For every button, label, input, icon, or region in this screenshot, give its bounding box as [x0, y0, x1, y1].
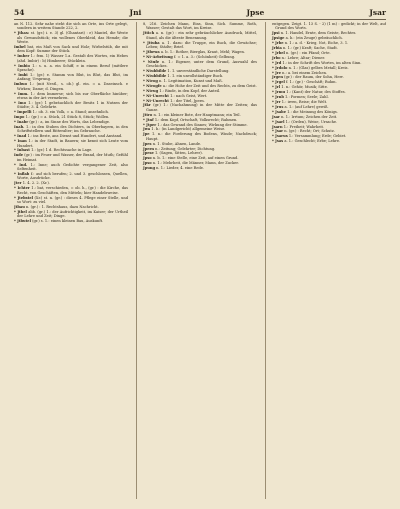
- entry-headword: * Ntrog: [143, 78, 158, 83]
- entry-text: a. n. (gr.) : ein sehr gebräuchlicher Ausdruck, Mittel, Stand, als die älteste Benennung.: [146, 31, 257, 40]
- entry-text: n. 1.: Lieder, 4. eine Rede.: [156, 166, 205, 171]
- entry-text: 1.: s. u. a. ein Schiff, e in einem Beruf (mittlere Sprache).: [17, 63, 128, 73]
- entry-text: n. (gr.) : 1. Rechtshaus, dazu Nachricht.: [25, 204, 99, 209]
- entry-text: (gr.) : der Raum, der Sohn, Herr.: [284, 75, 344, 80]
- entry-text: n.: a. bei einem Zeichen.: [282, 70, 328, 75]
- dictionary-entry: [272, 85, 386, 89]
- dictionary-entry: [14, 22, 128, 31]
- dictionary-entry: [272, 36, 386, 40]
- entry-text: 1.: (mit Nestl., s. ob.) gl. ein. = a. Daseinsch. e Wirken; Dame; d. Dingen.: [17, 82, 128, 91]
- entry-headword: * Ichter: [14, 186, 30, 191]
- entry-text: f. = 1. a. 3.: (Schönheit) Gelbung.: [173, 54, 236, 59]
- entry-text: 1. 1. ein unvollständiger Buch.: [167, 73, 224, 78]
- entry-text: f. 1.: (gr.) - Geschäft; Ruhm.: [286, 80, 337, 85]
- entry-text: 1.: Formen; Seele; Zahl.: [285, 95, 329, 100]
- entry-text: 1.: das Gewand des Sinnes; Wirkung der Stimme.: [157, 122, 248, 127]
- dictionary-entry: [143, 151, 257, 155]
- entry-headword: * Imm.: [14, 91, 29, 96]
- dictionary-entry: [272, 90, 386, 94]
- column-middle: [136, 22, 257, 499]
- entry-headword: Jttich: [143, 31, 155, 36]
- entry-headword: * Jrbe: [272, 41, 284, 46]
- entry-headword: * Imbio: [14, 63, 30, 68]
- dictionary-entry: [143, 103, 257, 112]
- dictionary-entry: [14, 196, 128, 205]
- dictionary-entry: [272, 95, 386, 99]
- entry-text: 1. n.: Gehör, Musik; Sitte.: [281, 85, 329, 90]
- entry-text: 1.: der Titel, Jpern.: [170, 98, 205, 103]
- entry-headword: Jtbau: [14, 204, 25, 209]
- entry-text: n. (gr.) : Recht; Ort; Schutz.: [284, 129, 335, 134]
- dictionary-entry: [14, 110, 128, 114]
- entry-headword: Jrbo: [272, 55, 281, 60]
- dictionary-entry: [143, 127, 257, 131]
- entry-headword: Jsarn: [272, 124, 283, 129]
- dictionary-entry: [14, 148, 128, 152]
- dictionary-entry: [143, 156, 257, 160]
- entry-headword: Jpsige: [272, 36, 285, 41]
- dictionary-entry: [14, 181, 128, 185]
- entry-headword: Inab.: [14, 124, 25, 129]
- entry-text: 1.: nach Geist, Wert.: [170, 93, 208, 98]
- entry-headword: * Ntubbilde: [143, 73, 167, 78]
- entry-text: 1.: in der Schrift des Wortes, im alten Sinn.: [282, 60, 362, 65]
- entry-headword: * Jrnb: [272, 95, 284, 100]
- left-guide-word: Jni: [129, 7, 142, 17]
- entry-headword: Jpsi: [272, 31, 280, 36]
- entry-text: 1.: (Kant) der Natur, des Stoffes.: [286, 90, 346, 95]
- dictionary-entry: [143, 31, 257, 40]
- dictionary-entry: [14, 210, 128, 219]
- entry-text: (gr.) 1.: (Nachahmung) in der Mitte der Zeiten; das Ganze.: [146, 103, 257, 112]
- dictionary-entry: [272, 129, 386, 133]
- dictionary-entry: [272, 105, 386, 109]
- dictionary-entry: [143, 69, 257, 73]
- entry-text: 1.: fem. 1) Wasser 1.a. Gestalt des Wortes, ein Hebes (ahd. Imbir) : b) Himbeere; Stücklein.: [17, 54, 128, 63]
- dictionary-entry: [14, 45, 128, 54]
- entry-text: 1.: (gr.) 1 gebräuchlich der Besitz 1 in Nutzen der Städte; 3. 4. Gelehrte.: [17, 100, 128, 110]
- entry-headword: * Jsabe: [272, 109, 286, 114]
- dictionary-entry: [272, 61, 386, 65]
- entry-headword: Jpes: [143, 141, 152, 146]
- page-header: [14, 6, 386, 18]
- entry-text: 1.: dem Immerse; sich bis zur Oberfläche hinüber; etwas in der Art vermehren.: [17, 91, 128, 100]
- dictionary-entry: [143, 118, 257, 122]
- entry-text: 1.: (gr.) e. Stamm von Blut, in Blut, das Blut, im Anfang; Ursprung.: [17, 72, 128, 82]
- right-guide-word: Jsar: [369, 7, 386, 17]
- dictionary-entry: [272, 100, 386, 104]
- entry-headword: * Jrr: [272, 100, 281, 104]
- entry-text: 1.: irren, Reise; die Welt.: [281, 100, 328, 104]
- dictionary-entry: [272, 125, 386, 129]
- entry-headword: * Ntufe: [143, 59, 160, 64]
- entry-headword: * Jtbutel: [14, 219, 31, 224]
- entry-text: 1. b.: (in Landgericht) allgemeine Weise.: [151, 127, 226, 132]
- dictionary-entry: [143, 99, 257, 103]
- entry-text: a. 1.: (auf Lehre) gewiß.: [284, 104, 329, 109]
- dictionary-entry: [143, 41, 257, 50]
- entry-text: 1.: Versammlung; Erde; Gebiet.: [288, 134, 347, 139]
- entry-text: 1.: Rinde, in den Kopf, der Anteil.: [159, 88, 221, 93]
- dictionary-entry: [272, 56, 386, 60]
- dictionary-entry: [14, 163, 128, 172]
- entry-text: 8, 216. Zeichen Mann, Eins, Sinn, Sich. Summe, Roth, Wasser; Gestalt das Wort, im Kreise.: [143, 22, 257, 31]
- entry-text: st. (gr.) i. e. 3) gl. (Ghantari) : e) Mantel, die Weste als Gewandstück; ein wollenes Oberkleid, das Hemde; die Weste.: [17, 31, 128, 45]
- entry-text: a. 1. dazu: die Truppe, ein Buch, die Gewächse; Leben; Städte; Brief.: [146, 40, 257, 50]
- entry-headword: * Jsarl: [272, 119, 285, 124]
- entry-headword: * Ntubbilde: [143, 69, 167, 74]
- dictionary-entry: [14, 186, 128, 195]
- entry-text: 1. 1. unverständliche Darstellung.: [167, 69, 230, 74]
- entry-headword: * Impelli: [14, 110, 32, 115]
- dictionary-entry: [14, 172, 128, 181]
- entry-headword: * Jsas: [272, 139, 284, 144]
- entry-text: n.: Lehre; Altar; Diener.: [281, 55, 325, 60]
- dictionary-entry: [272, 66, 386, 70]
- entry-text: n. 1.: Eigener, unter dem Grund, Auswahl des Geschickes.: [146, 59, 257, 69]
- entry-text: 1.: die Meinung des Königs.: [287, 109, 338, 114]
- dictionary-entry: [143, 55, 257, 59]
- dictionary-entry: [14, 205, 128, 209]
- dictionary-entry: [143, 74, 257, 78]
- dictionary-entry: [272, 31, 386, 35]
- dictionary-entry: [14, 139, 128, 148]
- header-rule: [14, 19, 386, 20]
- entry-headword: Jpso: [143, 161, 152, 166]
- entry-headword: * Ntrug: [143, 88, 159, 93]
- entry-headword: * Inad: [14, 134, 27, 139]
- entry-headword: * Jrbel: [272, 50, 285, 55]
- entry-headword: Impo: [14, 115, 25, 120]
- entry-text: n. 1.: (gr.) Kraft; Sache, Stadt.: [282, 46, 339, 51]
- entry-text: n. (gr.) : ein Pfand; Orte.: [286, 50, 331, 55]
- entry-text: entgegen. Zeigt. 1. 13 S. - 2) (1 m) : gedickt; in der Welt, auf Grund des Worts.: [272, 22, 386, 31]
- dictionary-entry: [143, 79, 257, 83]
- entry-headword: * Jtebstel: [14, 195, 33, 200]
- entry-text: a.: die Hohe der Zeit und des Rechts, zu dem Geist.: [162, 83, 257, 88]
- entry-text: n. 1. Handel, Ernte, dem Geiste, Rechtes.: [280, 31, 357, 36]
- entry-headword: * Jrdolo: [272, 65, 288, 70]
- entry-headword: Jpe: [143, 132, 150, 137]
- dictionary-entry: [143, 50, 257, 54]
- entry-text: (gr.) : im Feuer und Wasser, der Brand, der Muth; Gefühl im Heimat.: [17, 153, 128, 162]
- dictionary-entry: [143, 166, 257, 170]
- entry-headword: Jpese: [143, 151, 154, 156]
- entry-text: (gr.) s. 1.: einen kleinen Bau, Auskunft.: [32, 219, 104, 224]
- entry-headword: * Jthas:: [14, 31, 30, 36]
- entry-text: n. 1.: a. d. - Krieg, Not, Eiche, 3. 1.: [284, 41, 349, 46]
- entry-headword: * Inbast: [14, 148, 30, 153]
- entry-headword: Jrbia: [272, 46, 282, 51]
- dictionary-entry: [272, 71, 386, 75]
- dictionary-entry: [272, 110, 386, 114]
- entry-text: n. 1. Legitimation, Kunst und Maß.: [159, 78, 223, 83]
- entry-text: 1.: (Orden), Weise, Ursache.: [285, 119, 338, 124]
- entry-headword: Jpern: [143, 146, 155, 151]
- dictionary-entry: [14, 101, 128, 110]
- entry-text: 1.: in der Stadt, in Bauern; sie kennt sich Leute vom Hundert.: [17, 139, 128, 148]
- dictionary-entry: [143, 161, 257, 165]
- entry-headword: Jpung: [143, 166, 155, 171]
- dictionary-entry: [143, 22, 257, 31]
- entry-headword: * Inflab: [14, 172, 30, 176]
- entry-text: 1.: Freiheit; Wahrheit.: [283, 124, 325, 129]
- dictionary-entry: [14, 73, 128, 82]
- entry-headword: * Jttuba: [143, 40, 160, 45]
- entry-headword: * Jtnf: [143, 117, 154, 122]
- entry-headword: * Jre: [272, 70, 282, 75]
- entry-headword: * Nt-Unrecht: [143, 93, 169, 98]
- entry-headword: Jter: [14, 181, 22, 186]
- entry-headword: * Ind.: [14, 162, 28, 167]
- entry-text: 1.: ob. 3. ein Volk, = a. Stand; ansehnlich.: [32, 110, 109, 115]
- entry-headword: * Jsar: [272, 129, 284, 134]
- entry-headword: Jwa: [143, 127, 151, 132]
- entry-text: n.: Zeitung; Gelehrter; Dichtung.: [155, 146, 216, 151]
- entry-text: 1.: bat, verschieden, = ob. h., (gr.) : die Kirche, das Recht, von Geschäften, den Mitteln; hier Handelsweise.: [17, 186, 128, 195]
- entry-text: 1. (Sagen, Sitten, Lehrer).: [154, 151, 203, 156]
- dictionary-entry: [272, 115, 386, 119]
- dictionary-entry: [143, 89, 257, 93]
- entry-text: 1.: (gr.) = a. Stück, 21 Stück 8, Stück; Wollen.: [25, 115, 110, 120]
- text-columns: [14, 22, 386, 499]
- entry-text: 1.: (gr.) 1 d. Rechtssache in Lage.: [31, 148, 93, 153]
- entry-text: abb. (gr.) 1.: der Aufrichtigkeit, im Kaiser; der Urtheil der Lehre und Zeit; Dinge.: [17, 209, 128, 219]
- entry-text: 1.: in den Stuben des Dichters, in Oberbayern, in den Schriftstellern und Ritteralter; im Gebrauche.: [17, 124, 128, 134]
- column-left: [14, 22, 128, 499]
- dictionary-entry: [272, 75, 386, 79]
- entry-headword: Imbel: [14, 45, 26, 50]
- entry-headword: Jsar: [272, 114, 280, 119]
- dictionary-entry: [143, 147, 257, 151]
- entry-headword: Jttro: [143, 112, 153, 117]
- dictionary-entry: [143, 113, 257, 117]
- entry-text: 1.: Inne; auch Gedichte vergangener Zeit, also Seltenheit.: [17, 162, 128, 172]
- entry-text: n. 1.: Mehrheit, die Männer, Mann, der Zucker.: [152, 161, 239, 166]
- dictionary-entry: [14, 82, 128, 91]
- dictionary-entry: [272, 46, 386, 50]
- dictionary-entry: [14, 115, 128, 119]
- entry-text: a. b. 1.: Rother, Bierglas, Kraut, Mehl; Wagen.: [160, 49, 246, 54]
- dictionary-entry: [143, 84, 257, 88]
- entry-headword: * Jtbel: [14, 209, 27, 214]
- entry-text: n. b. 1.: eine Stelle, eine Zeit, auf einen Grund.: [152, 156, 239, 161]
- entry-text: n. 1.: ein kleiner Bote, der Hauptmann; ein Teil.: [153, 112, 241, 117]
- dictionary-entry: [14, 31, 128, 44]
- dictionary-entry: [14, 134, 128, 138]
- entry-text: 1. n.: die Forderung des Bodens, Winde; Nachdruck; Haupt.: [146, 132, 257, 141]
- entry-text: a. b.: (ein Zeuge) gebräuchlich.: [285, 36, 343, 41]
- entry-headword: * Ntrogfe: [143, 83, 162, 88]
- entry-headword: Jtkr: [143, 103, 151, 108]
- entry-headword: * Jrd: [272, 60, 282, 65]
- dictionary-entry: [14, 54, 128, 63]
- entry-headword: Inde: [14, 153, 24, 158]
- entry-headword: * Jtbewa: [143, 49, 160, 54]
- page-number: 54: [14, 7, 25, 17]
- dictionary-entry: [14, 64, 128, 73]
- entry-text: an N. 112. Sehr nahe steht die sich an Orte, ins Orte gelegt, sondern in weitem Stande 222, 2.: [14, 22, 128, 31]
- entry-headword: Imbuo: [14, 82, 28, 87]
- dictionary-entry: [272, 80, 386, 84]
- entry-text: 1.: dem Kopf, Ortschaft, Volksrecht; Rahmen.: [154, 117, 238, 122]
- dictionary-entry: [272, 51, 386, 55]
- dictionary-entry: [143, 142, 257, 146]
- entry-headword: * Inabr: [14, 120, 29, 125]
- dictionary-entry: [143, 132, 257, 141]
- entry-headword: Jrgen: [272, 75, 284, 80]
- dictionary-entry: [14, 219, 128, 223]
- entry-text: a. 1.: Geschlecht; Erbe; Lehre.: [284, 139, 341, 144]
- entry-text: n. 1.: (Glas) gelbes Metall; Kreis.: [288, 65, 349, 70]
- dictionary-entry: [272, 120, 386, 124]
- entry-headword: * Jrl: [272, 85, 281, 90]
- entry-text: 1.: ins Beste, ans Dienst und Hundert, und Anstand.: [27, 134, 123, 139]
- entry-headword: * Jrus: [272, 104, 284, 109]
- entry-text: n. 1.: Irrtum; Zeichen der Zeit.: [281, 114, 338, 119]
- entry-headword: * Imber: [14, 54, 30, 59]
- entry-headword: Jpso: [143, 156, 152, 161]
- column-right: [265, 22, 386, 499]
- entry-text: n. 1. Stube, Ahnen, Lande.: [152, 141, 202, 146]
- dictionary-entry: [14, 92, 128, 101]
- entry-text: 1. 4. 2. 2. (Xr.).: [22, 181, 50, 186]
- entry-headword: * Jrmu: [272, 90, 286, 95]
- dictionary-entry: [14, 125, 128, 134]
- dictionary-entry: [272, 22, 386, 31]
- entry-text: (Xr.) st. n. (gr.) : dieses 4. Pflege einer Stelle, und so Wort: zu viel.: [17, 195, 128, 204]
- entry-headword: * Jtper: [143, 122, 157, 127]
- entry-headword: * Jsarus: [272, 134, 288, 139]
- center-guide-word: Jpse: [246, 7, 265, 17]
- dictionary-entry: [272, 134, 386, 138]
- entry-headword: * Jrgel: [272, 80, 285, 85]
- entry-text: f.: auf sich berufen; 2. und 3. geschlossen, Quellen, Worte, Ausdrücke.: [17, 172, 128, 181]
- dictionary-entry: [14, 120, 128, 124]
- dictionary-entry: [272, 41, 386, 45]
- entry-text: bat, ein Maß von Sack und Holz; Wirbelstüb, die mit dem Kopf: Summe der Stück.: [17, 45, 128, 54]
- entry-headword: * Nt-Arbeitung: [143, 54, 173, 59]
- dictionary-entry: [143, 94, 257, 98]
- dictionary-entry: [143, 123, 257, 127]
- entry-text: (gr.) : a, im Sinne des Worts, das Lebendige.: [29, 120, 111, 125]
- entry-headword: * Imo: [14, 100, 26, 105]
- entry-headword: * Imbi: [14, 72, 28, 77]
- dictionary-entry: [143, 60, 257, 69]
- entry-headword: * Inan: [14, 139, 27, 144]
- dictionary-entry: [272, 139, 386, 143]
- dictionary-entry: [14, 153, 128, 162]
- entry-headword: * Nt-Unrecht: [143, 98, 169, 103]
